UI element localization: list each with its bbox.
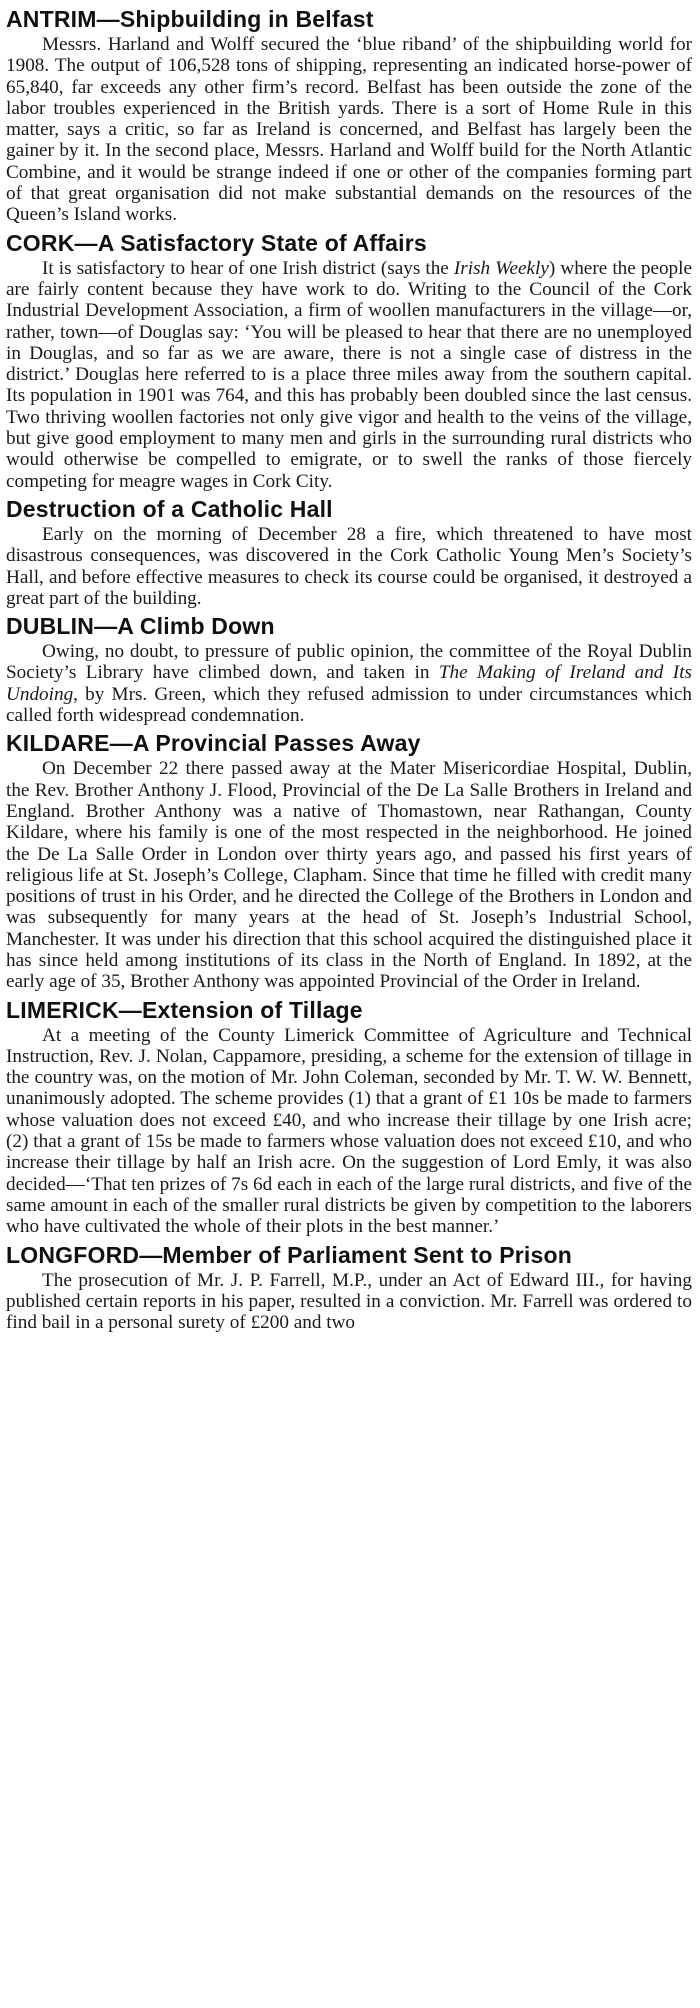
section-body: [6, 641, 692, 726]
body-text: , by Mrs. Green, which they refused admission to under circumstances which called forth widespread condemnation.: [6, 683, 692, 727]
section-body: The prosecution of Mr. J. P. Farrell, M.P., under an Act of Edward III., for having published certain reports in his paper, resulted in a conviction. Mr. Farrell was ordered to find bail in a personal surety of £200 and two: [6, 1269, 692, 1334]
body-text: It is satisfactory to hear of one Irish district (says the: [42, 257, 454, 279]
section-limerick: [6, 995, 692, 1238]
section-dublin: [6, 611, 692, 726]
publication-title: Irish Weekly: [453, 257, 549, 279]
section-longford: [6, 1240, 692, 1334]
section-body: [6, 258, 692, 492]
section-heading: CORK—A Satisfactory State of Affairs: [6, 229, 427, 256]
section-heading: LONGFORD—Member of Parliament Sent to Prison: [6, 1241, 572, 1268]
section-catholic-hall: [6, 494, 692, 609]
section-heading: DUBLIN—A Climb Down: [6, 613, 275, 640]
section-cork: [6, 228, 692, 492]
section-body: On December 22 there passed away at the Mater Misericordiae Hospital, Dublin, the Rev. Brother Anthony J. Flood, Provincial of the De La Salle Brothers in Ireland and England. Brother Anthony was a native of Thomastown, near Rathangan, County Kildare, where his family is one of the most respected in the neighborhood. He joined the De La Salle Order in London over thirty years ago, and passed his first years of religious life at St. Joseph’s College, Clapham. Since that time he filled with credit many positions of trust in his Order, and he directed the College of the Brothers in London and was subsequently for many years at the head of St. Joseph’s Industrial School, Manchester. It was under his direction that this school acquired the distinguished place it has since held among institutions of its class in the North of England. In 1892, at the early age of 35, Brother Anthony was appointed Provincial of the Order in Ireland.: [6, 758, 692, 993]
section-heading: KILDARE—A Provincial Passes Away: [6, 730, 421, 757]
body-text: ) where the people are fairly content because they have work to do. Writing to the Council of the Cork Industrial Development Association, a firm of woollen manufacturers in the village—or, rather, town—of Douglas say: ‘You will be pleased to hear that there are no unemployed in Douglas, and so far as we are aware, there is not a single case of distress in the district.’ Douglas here referred to is a place three miles away from the southern capital. Its population in 1901 was 764, and this has probably been doubled since the last census. Two thriving woollen factories not only give vigor and health to the veins of the village, but give good employment to many men and girls in the surrounding rural districts who would otherwise be compelled to emigrate, or to swell the ranks of those fiercely competing for meagre wages in Cork City.: [6, 257, 692, 492]
section-heading: Destruction of a Catholic Hall: [6, 495, 333, 522]
book-title: The Making of Ireland and Its Undoing: [6, 662, 692, 705]
section-heading: LIMERICK—Extension of Tillage: [6, 996, 363, 1023]
body-text: Owing, no doubt, to pressure of public opinion, the committee of the Royal Dublin Society’s Library have climbed down, and taken in: [6, 641, 692, 684]
section-body: At a meeting of the County Limerick Committee of Agriculture and Technical Instruction, Rev. J. Nolan, Cappamore, presiding, a scheme for the extension of tillage in the country was, on the motion of Mr. John Coleman, seconded by Mr. T. W. W. Bennett, unanimously adopted. The scheme provides (1) that a grant of £1 10s be made to farmers whose valuation does not exceed £40, and who increase their tillage by one Irish acre; (2) that a grant of 15s be made to farmers whose valuation does not exceed £10, and who increase their tillage by half an Irish acre. On the suggestion of Lord Emly, it was also decided—‘That ten prizes of 7s 6d each in each of the large rural districts, and five of the same amount in each of the smaller rural districts be given by competition to the laborers who have cultivated the whole of their plots in the best manner.’: [6, 1024, 692, 1238]
section-kildare: [6, 728, 692, 992]
section-antrim: [6, 4, 692, 226]
section-body: Messrs. Harland and Wolff secured the ‘blue riband’ of the shipbuilding world for 1908. The output of 106,528 tons of shipping, representing an indicated horse-power of 65,840, far exceeds any other firm’s record. Belfast has been outside the zone of the labor troubles experienced in the British yards. There is a sort of Home Rule in this matter, says a critic, so far as Ireland is concerned, and Belfast has largely been the gainer by it. In the second place, Messrs. Harland and Wolff build for the North Atlantic Combine, and it would be strange indeed if one or other of the companies forming part of that great organisation did not make substantial demands on the resources of the Queen’s Island works.: [6, 34, 692, 226]
section-body: Early on the morning of December 28 a fire, which threatened to have most disastrous consequences, was discovered in the Cork Catholic Young Men’s Society’s Hall, and before effective measures to check its course could be organised, it destroyed a great part of the building.: [6, 523, 692, 609]
section-heading: ANTRIM—Shipbuilding in Belfast: [6, 6, 374, 32]
